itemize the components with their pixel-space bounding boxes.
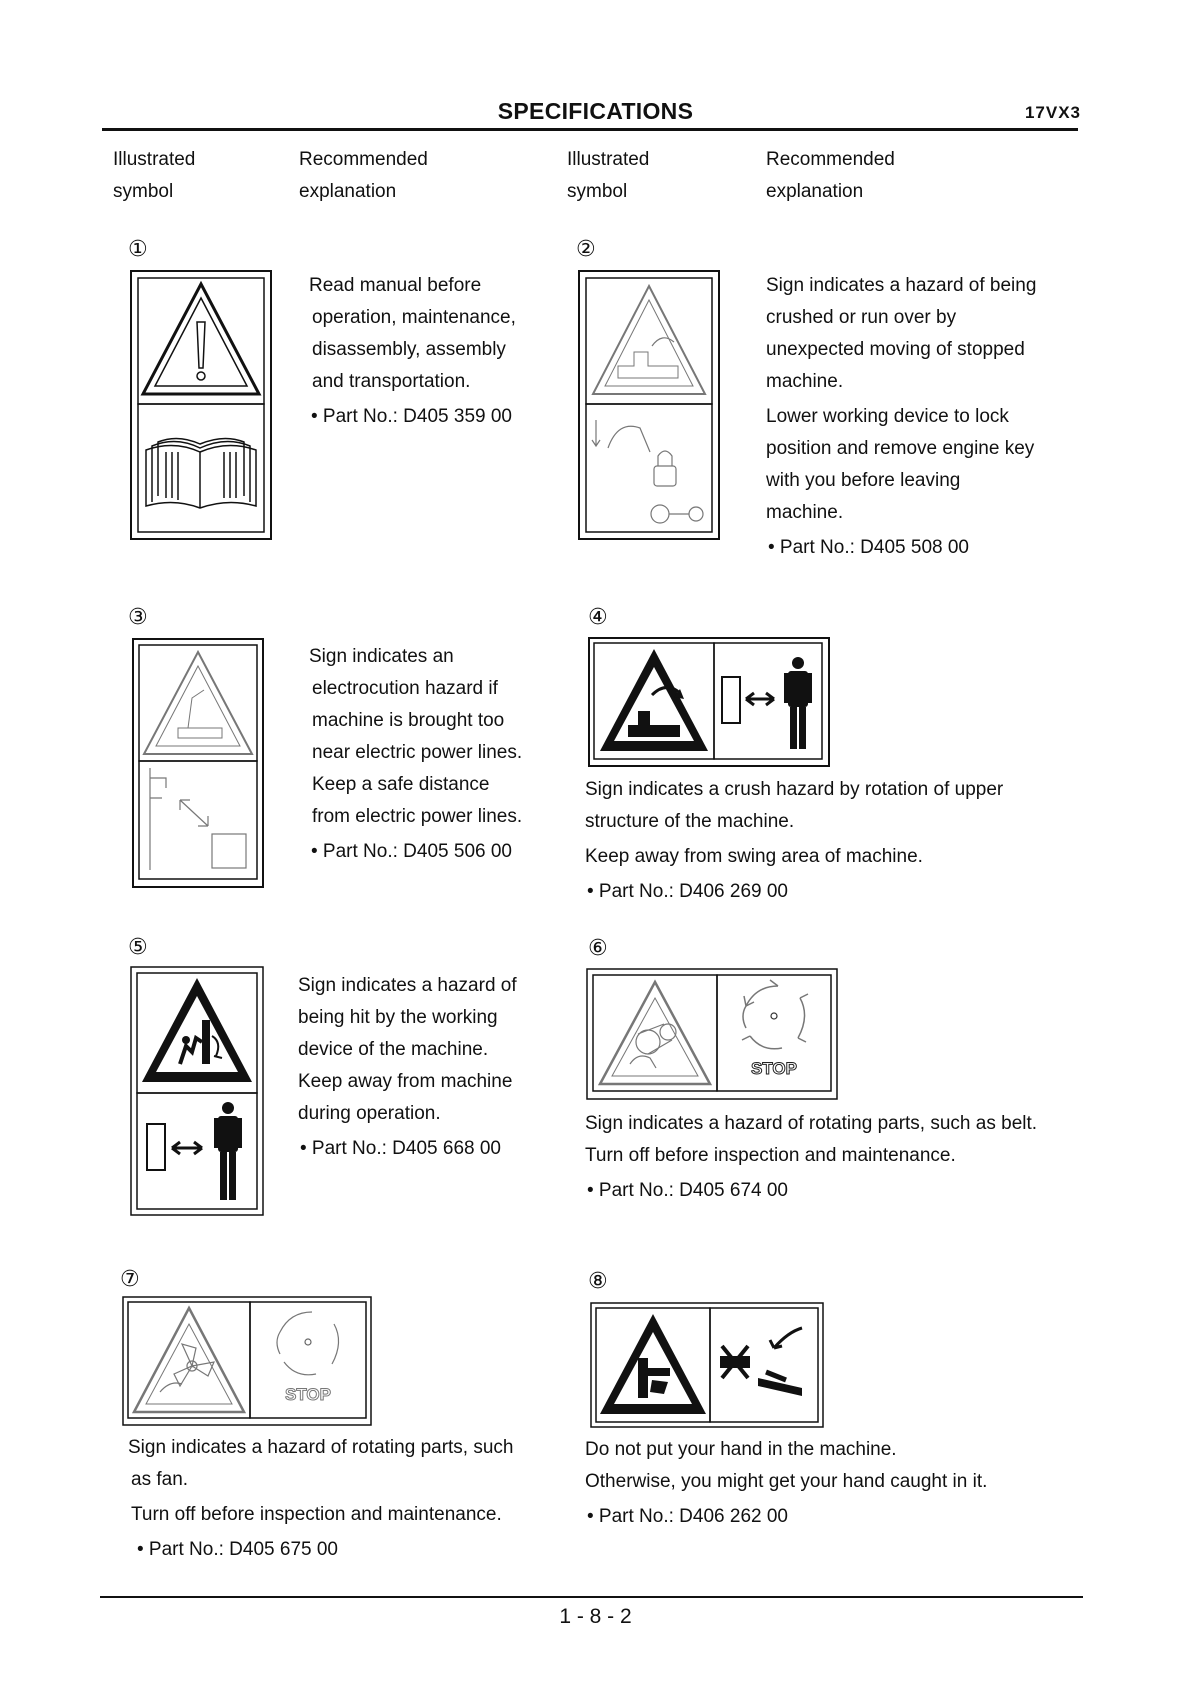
sign-7-label-image <box>122 1296 372 1426</box>
text-line: during operation. <box>298 1103 441 1124</box>
sign-2-label-image <box>578 270 720 540</box>
page-number: 1 - 8 - 2 <box>559 1605 632 1628</box>
part-number: • Part No.: D405 668 00 <box>300 1138 501 1159</box>
sign-4-explanation <box>585 774 1085 908</box>
electrocution-hazard-triangle-icon <box>144 652 252 754</box>
label-frame <box>579 271 719 539</box>
heading-line: Recommended <box>299 149 428 170</box>
manual-book-icon <box>146 438 256 508</box>
text-line: from electric power lines. <box>312 806 523 827</box>
part-number: • Part No.: D405 359 00 <box>311 406 512 427</box>
fan-hazard-triangle-icon <box>134 1308 244 1412</box>
heading-line: explanation <box>766 181 864 202</box>
text-line: near electric power lines. <box>312 742 523 763</box>
rotating-stop-icon <box>742 980 808 1049</box>
sign-6-explanation <box>585 1108 1085 1207</box>
sign-8-explanation <box>585 1434 1085 1533</box>
sign-3-explanation <box>309 641 549 868</box>
heading-line: symbol <box>567 181 628 202</box>
text-line: position and remove engine key <box>766 438 1035 459</box>
heading-line: symbol <box>113 181 174 202</box>
stop-label: STOP <box>285 1385 331 1404</box>
sign-1-number: ① <box>128 236 148 261</box>
text-line: Sign indicates a hazard of being <box>766 275 1037 296</box>
sign-4-label-image <box>588 637 830 767</box>
text-line: Read manual before <box>309 275 482 296</box>
text-line: Keep a safe distance <box>312 774 490 795</box>
sign-8-label-image <box>590 1302 824 1428</box>
hand-entanglement-triangle-icon <box>600 1314 706 1414</box>
heading-line: Illustrated <box>113 149 196 170</box>
text-line: being hit by the working <box>298 1007 498 1028</box>
text-line: structure of the machine. <box>585 811 795 832</box>
label-frame <box>133 639 263 887</box>
column-heading-explanation-left <box>299 144 428 208</box>
lock-key-icon <box>592 420 703 523</box>
text-line: as fan. <box>131 1469 189 1490</box>
page-title: SPECIFICATIONS <box>497 98 694 124</box>
sign-5-number: ⑤ <box>128 934 148 959</box>
belt-hazard-triangle-icon <box>600 982 710 1084</box>
text-line: Keep away from machine <box>298 1071 513 1092</box>
warning-triangle-icon <box>143 284 259 394</box>
heading-line: Illustrated <box>567 149 650 170</box>
sign-2-explanation <box>766 270 1076 564</box>
sign-7-explanation <box>128 1432 588 1566</box>
sign-3-label-image <box>132 638 264 888</box>
part-number: • Part No.: D405 508 00 <box>768 537 969 558</box>
text-line: device of the machine. <box>298 1039 489 1060</box>
stop-label: STOP <box>751 1059 797 1078</box>
text-line: Turn off before inspection and maintenance. <box>585 1145 956 1166</box>
text-line: and transportation. <box>312 371 471 392</box>
power-line-distance-icon <box>150 768 246 870</box>
text-line: Do not put your hand in the machine. <box>585 1439 897 1460</box>
sign-8-number: ⑧ <box>588 1268 608 1293</box>
text-line: Otherwise, you might get your hand caught in it. <box>585 1471 988 1492</box>
crush-hazard-triangle-icon <box>593 286 705 394</box>
part-number: • Part No.: D406 262 00 <box>587 1506 788 1527</box>
text-line: machine. <box>766 502 844 523</box>
footer-rule <box>100 1596 1083 1598</box>
part-number: • Part No.: D405 675 00 <box>137 1539 338 1560</box>
sign-5-explanation <box>298 970 553 1165</box>
sign-4-number: ④ <box>588 604 608 629</box>
model-code: 17VX3 <box>1024 103 1081 122</box>
text-line: crushed or run over by <box>766 307 957 328</box>
no-hand-icon <box>720 1328 802 1396</box>
sign-3-number: ③ <box>128 604 148 629</box>
text-line: Sign indicates a crush hazard by rotation of upper <box>585 779 1004 800</box>
rotating-stop-icon <box>277 1312 339 1375</box>
keep-away-person-icon <box>147 1102 242 1200</box>
heading-line: Recommended <box>766 149 895 170</box>
sign-2-number: ② <box>576 236 596 261</box>
text-line: machine. <box>766 371 844 392</box>
label-bottom-panel <box>138 404 264 532</box>
part-number: • Part No.: D405 674 00 <box>587 1180 788 1201</box>
header-rule <box>102 128 1078 131</box>
text-line: with you before leaving <box>766 470 961 491</box>
column-heading-symbol-right <box>567 144 649 208</box>
part-number: • Part No.: D405 506 00 <box>311 841 512 862</box>
label-bottom-panel <box>139 761 257 879</box>
column-heading-symbol-left <box>113 144 195 208</box>
text-line: disassembly, assembly <box>312 339 506 360</box>
sign-6-number: ⑥ <box>588 935 608 960</box>
column-heading-explanation-right <box>766 144 895 208</box>
sign-6-label-image <box>586 968 838 1100</box>
text-line: Sign indicates a hazard of <box>298 975 517 996</box>
text-line: machine is brought too <box>312 710 505 731</box>
text-line: Sign indicates a hazard of rotating parts, such as belt. <box>585 1113 1038 1134</box>
sign-5-label-image <box>130 966 264 1216</box>
sign-7-number: ⑦ <box>120 1266 140 1291</box>
struck-by-hazard-triangle-icon <box>142 978 252 1082</box>
text-line: Keep away from swing area of machine. <box>585 846 923 867</box>
text-line: Sign indicates an <box>309 646 454 667</box>
text-line: operation, maintenance, <box>312 307 516 328</box>
part-number: • Part No.: D406 269 00 <box>587 881 788 902</box>
text-line: unexpected moving of stopped <box>766 339 1025 360</box>
swing-crush-triangle-icon <box>600 649 708 751</box>
text-line: Lower working device to lock <box>766 406 1009 427</box>
text-line: Sign indicates a hazard of rotating parts, such <box>128 1437 514 1458</box>
sign-1-label-image <box>130 270 272 540</box>
heading-line: explanation <box>299 181 397 202</box>
text-line: Turn off before inspection and maintenance. <box>131 1504 502 1525</box>
label-bottom-panel <box>586 404 712 532</box>
text-line: electrocution hazard if <box>312 678 498 699</box>
keep-away-person-icon <box>722 657 812 749</box>
sign-1-explanation <box>309 270 549 433</box>
